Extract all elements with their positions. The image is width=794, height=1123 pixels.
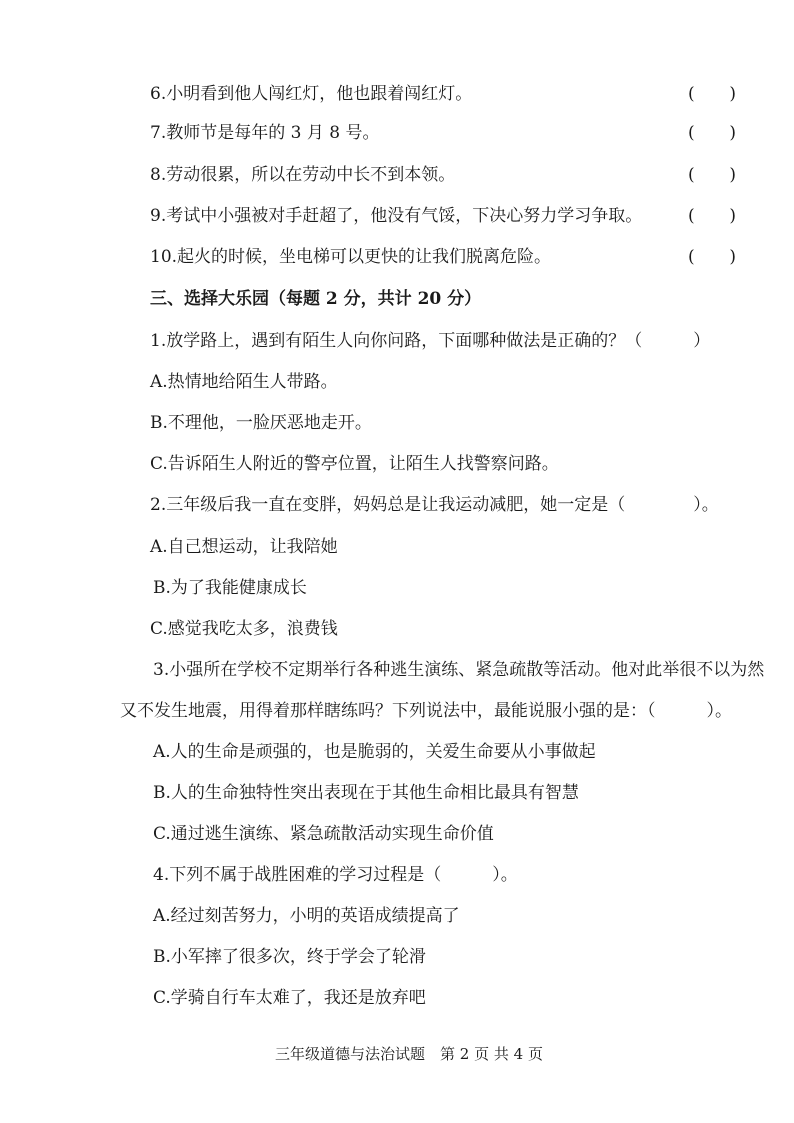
question-1-stem: 1.放学路上，遇到有陌生人向你问路，下面哪种做法是正确的？（ ） [150, 331, 711, 351]
bracket-close: ) [729, 247, 736, 267]
judge-item-6: 6.小明看到他人闯红灯，他也跟着闯红灯。 [150, 84, 473, 104]
question-3-option-c: C.通过逃生演练、紧急疏散活动实现生命价值 [153, 824, 494, 844]
bracket-open: ( [688, 206, 695, 226]
bracket-close: ) [729, 84, 736, 104]
bracket-close: ) [729, 165, 736, 185]
judge-bracket-9 [688, 205, 736, 227]
question-1-option-a: A.热情地给陌生人带路。 [150, 372, 338, 392]
judge-bracket-6 [688, 83, 736, 105]
question-3-option-a: A.人的生命是顽强的，也是脆弱的，关爱生命要从小事做起 [153, 742, 596, 762]
section-title-choice: 三、选择大乐园（每题 2 分，共计 20 分） [150, 289, 482, 309]
question-3-stem-line2: 又不发生地震，用得着那样瞎练吗？下列说法中，最能说服小强的是：（ ）。 [120, 701, 732, 721]
question-3-option-b: B.人的生命独特性突出表现在于其他生命相比最具有智慧 [153, 783, 579, 803]
question-1-option-c: C.告诉陌生人附近的警亭位置，让陌生人找警察问路。 [150, 454, 559, 474]
judge-item-7: 7.教师节是每年的 3 月 8 号。 [150, 123, 380, 143]
judge-bracket-10 [688, 246, 736, 268]
page-footer: 三年级道德与法治试题 第 2 页 共 4 页 [275, 1045, 543, 1063]
bracket-close: ) [729, 123, 736, 143]
bracket-open: ( [688, 123, 695, 143]
question-1-option-b: B.不理他，一脸厌恶地走开。 [150, 413, 372, 433]
question-4-option-c: C.学骑自行车太难了，我还是放弃吧 [153, 988, 426, 1008]
judge-bracket-8 [688, 164, 736, 186]
question-4-option-b: B.小军摔了很多次，终于学会了轮滑 [153, 947, 426, 967]
bracket-close: ) [729, 206, 736, 226]
question-2-option-b: B.为了我能健康成长 [153, 578, 307, 598]
bracket-open: ( [688, 247, 695, 267]
judge-item-10: 10.起火的时候，坐电梯可以更快的让我们脱离危险。 [150, 247, 552, 267]
question-2-option-c: C.感觉我吃太多，浪费钱 [150, 619, 338, 639]
question-4-stem: 4.下列不属于战胜困难的学习过程是（ ）。 [153, 865, 518, 885]
judge-item-9: 9.考试中小强被对手赶超了，他没有气馁，下决心努力学习争取。 [150, 206, 643, 226]
question-4-option-a: A.经过刻苦努力，小明的英语成绩提高了 [153, 906, 460, 926]
bracket-open: ( [688, 84, 695, 104]
question-2-option-a: A.自己想运动，让我陪她 [150, 537, 338, 557]
judge-bracket-7 [688, 122, 736, 144]
question-3-stem-line1: 3.小强所在学校不定期举行各种逃生演练、紧急疏散等活动。他对此举很不以为然 [153, 660, 765, 680]
question-2-stem: 2.三年级后我一直在变胖，妈妈总是让我运动减肥，她一定是（ ）。 [150, 495, 719, 515]
judge-item-8: 8.劳动很累，所以在劳动中长不到本领。 [150, 165, 456, 185]
bracket-open: ( [688, 165, 695, 185]
